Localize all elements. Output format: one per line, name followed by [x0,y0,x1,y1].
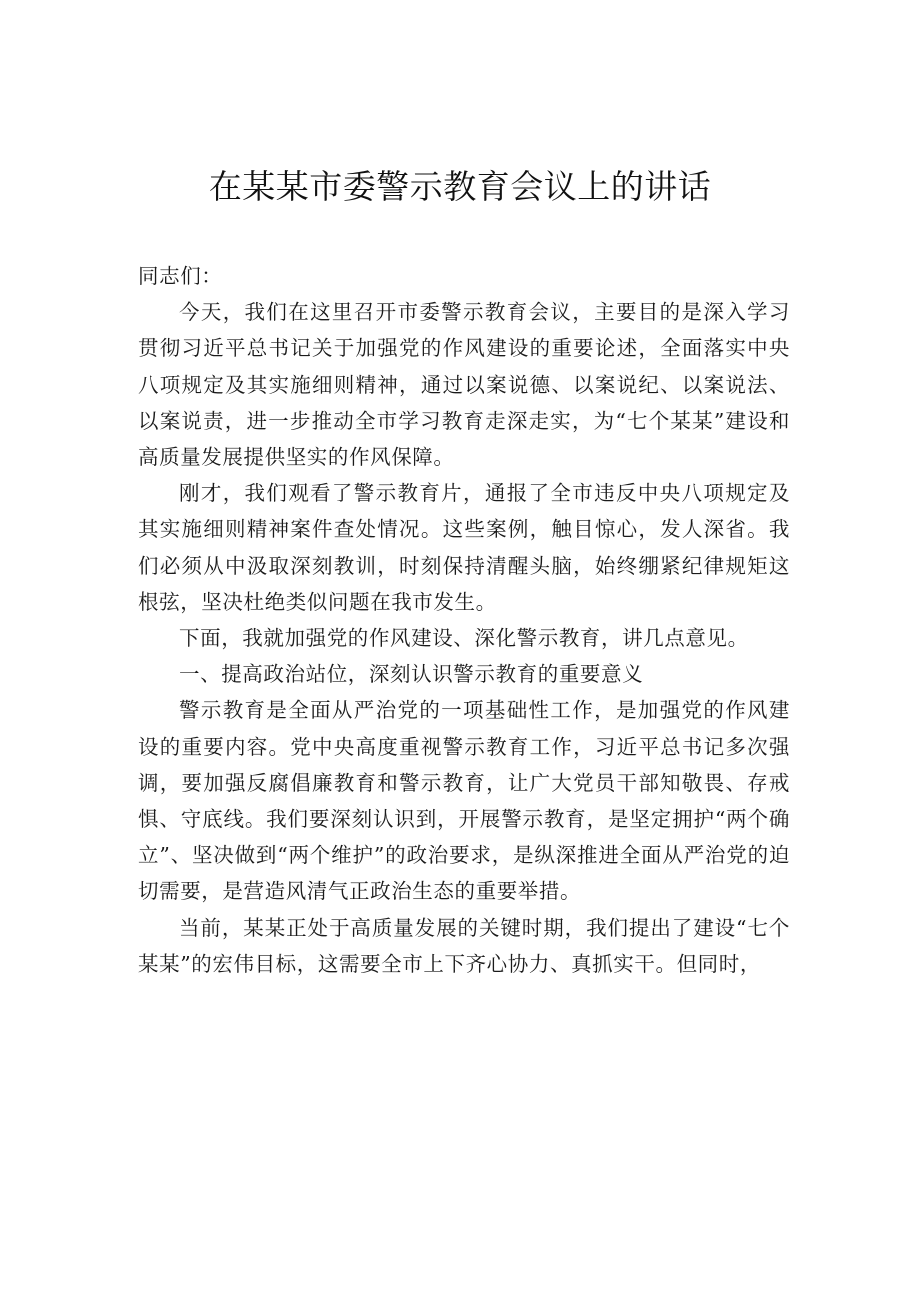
section-1-heading: 一、提高政治站位，深刻认识警示教育的重要意义 [179,662,644,687]
paragraph-opening: 今天，我们在这里召开市委警示教育会议，主要目的是深入学习贯彻习近平总书记关于加强党的作风建设的重要论述，全面落实中央八项规定及其实施细则精神，通过以案说德、以案说纪、以案说法、以案说责，进一步推动全市学习教育走深走实，为“七个某某”建设和高质量发展提供坚实的作风保障。 [138,300,790,470]
salutation: 同志们： [138,264,223,288]
paragraph-outline: 下面，我就加强党的作风建设、深化警示教育，讲几点意见。 [179,626,749,651]
paragraph-cases: 刚才，我们观看了警示教育片，通报了全市违反中央八项规定及其实施细则精神案件查处情况。这些案例，触目惊心，发人深省。我们必须从中汲取深刻教训，时刻保持清醒头脑，始终绷紧纪律规矩这根弦，坚决杜绝类似问题在我市发生。 [138,481,790,614]
document-title: 在某某市委警示教育会议上的讲话 [208,167,712,206]
document-body [138,258,790,982]
paragraph-current-situation: 当前，某某正处于高质量发展的关键时期，我们提出了建设“七个某某”的宏伟目标，这需要全市上下齐心协力、真抓实干。但同时， [138,915,790,976]
paragraph-significance: 警示教育是全面从严治党的一项基础性工作，是加强党的作风建设的重要内容。党中央高度重视警示教育工作，习近平总书记多次强调，要加强反腐倡廉教育和警示教育，让广大党员干部知敬畏、存戒惧、守底线。我们要深刻认识到，开展警示教育，是坚定拥护“两个确立”、坚决做到“两个维护”的政治要求，是纵深推进全面从严治党的迫切需要，是营造风清气正政治生态的重要举措。 [138,698,790,904]
